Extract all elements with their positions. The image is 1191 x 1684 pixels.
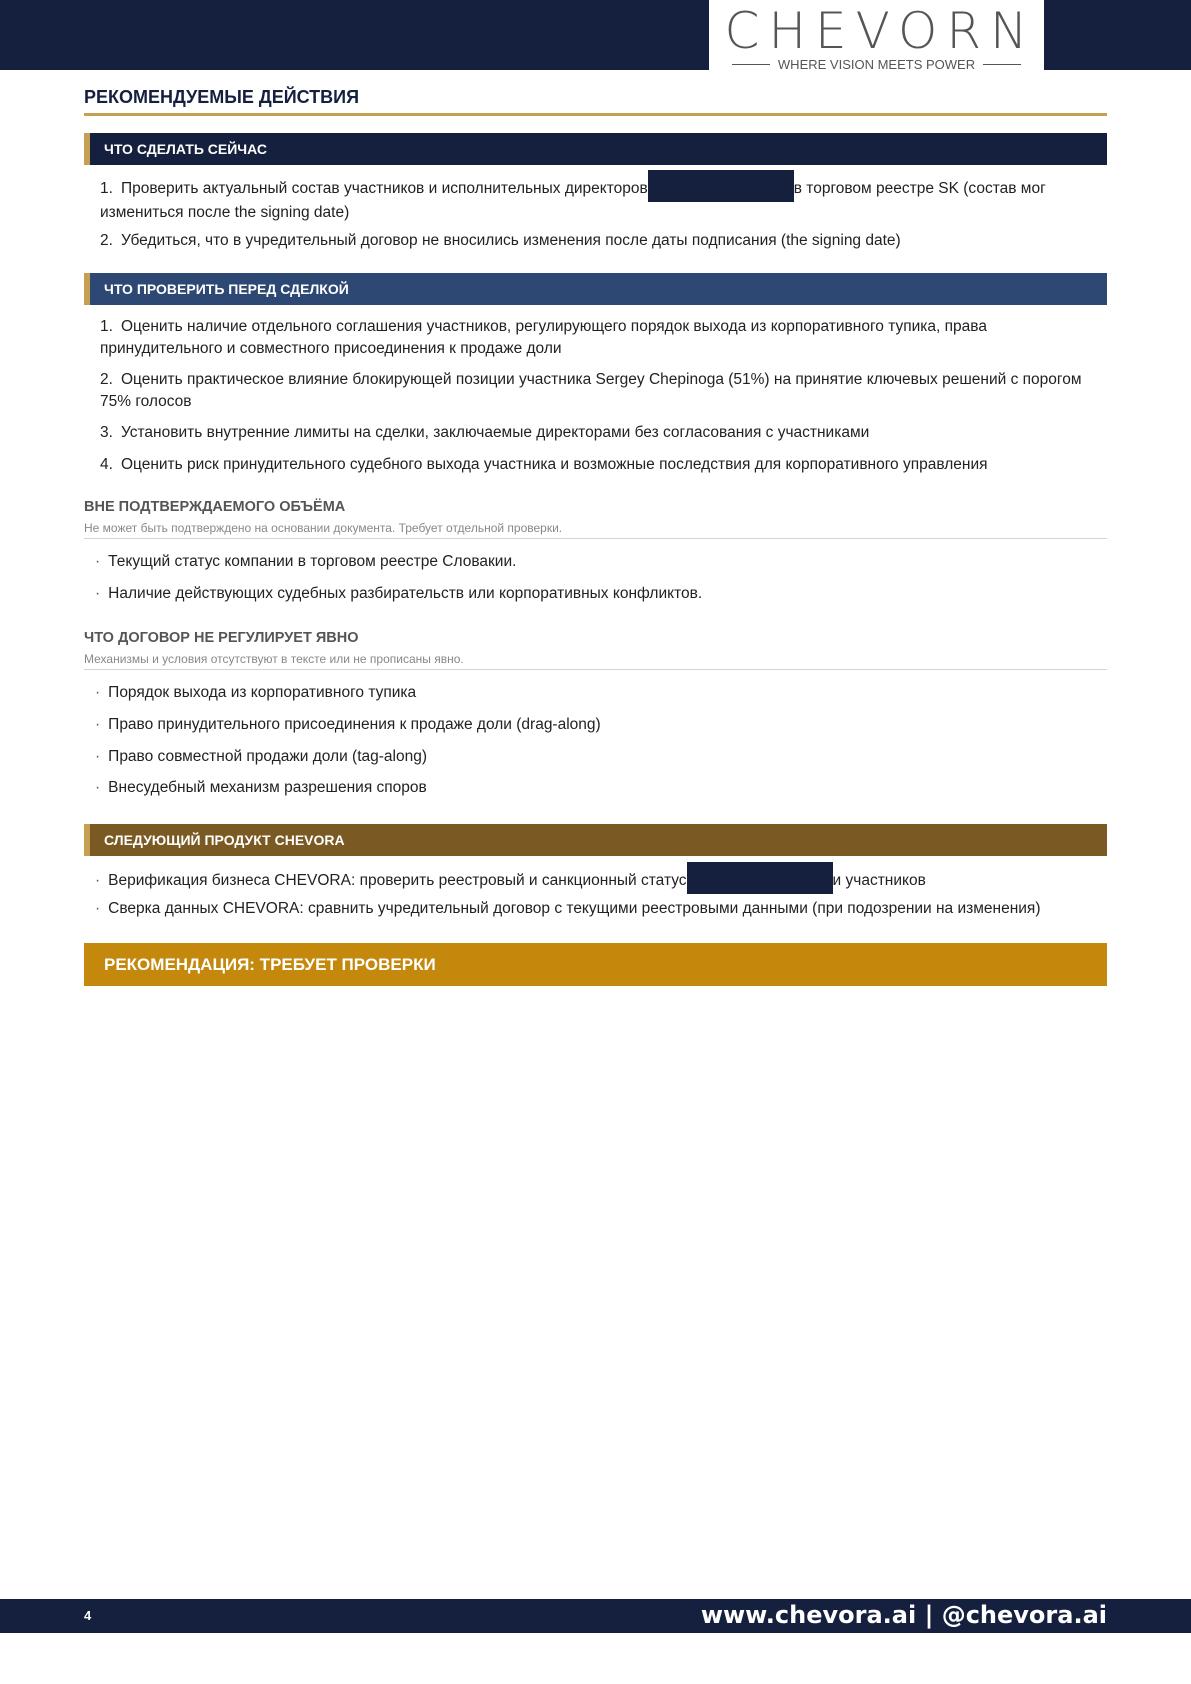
not-regulated-bullet-4 — [95, 779, 427, 797]
logo-wordmark: CHEVORN — [724, 2, 1037, 60]
bullet-text: Порядок выхода из корпоративного тупика — [108, 684, 417, 701]
not-regulated-bullet-3 — [95, 748, 427, 766]
bullet-text: Наличие действующих судебных разбирательств или корпоративных конфликтов. — [108, 585, 703, 602]
out-of-scope-note: Не может быть подтверждено на основании документа. Требует отдельной проверки. — [84, 521, 563, 535]
bullet-text: Внесудебный механизм разрешения споров — [108, 779, 427, 796]
section-header-before-deal: ЧТО ПРОВЕРИТЬ ПЕРЕД СДЕЛКОЙ — [84, 273, 1107, 305]
tagline-text: WHERE VISION MEETS POWER — [777, 57, 976, 72]
item-number: 1. — [100, 318, 113, 335]
bullet-dot: · — [95, 779, 101, 796]
now-item-1 — [100, 176, 1090, 224]
before-deal-item-4 — [100, 454, 1090, 476]
footer-bar — [0, 1599, 1191, 1633]
bullet-dot: · — [95, 900, 101, 917]
item-number: 1. — [100, 180, 113, 198]
item-text: Оценить наличие отдельного соглашения участников, регулирующего порядок выхода из корпоративного тупика, права принудительного и совместного присоединения к продаже доли — [100, 318, 987, 357]
item-text-before: Проверить актуальный состав участников и исполнительных директоров — [120, 180, 648, 198]
out-of-scope-heading: ВНЕ ПОДТВЕРЖДАЕМОГО ОБЪЁМА — [84, 499, 346, 515]
now-item-2 — [100, 230, 1090, 252]
item-text: Оценить риск принудительного судебного выхода участника и возможные последствия для корпоративного управления — [120, 456, 988, 473]
bullet-text: Сверка данных CHEVORA: сравнить учредительный договор с текущими реестровыми данными (при подозрении на изменения) — [108, 900, 1041, 917]
redaction-box — [687, 862, 833, 894]
out-of-scope-divider — [84, 538, 1107, 539]
before-deal-item-2 — [100, 369, 1090, 413]
before-deal-item-1 — [100, 316, 1090, 360]
section-header-now: ЧТО СДЕЛАТЬ СЕЙЧАС — [84, 133, 1107, 165]
tagline-line-left — [732, 64, 770, 65]
not-regulated-bullet-2 — [95, 716, 601, 734]
item-text: Убедиться, что в учредительный договор не вносились изменения после даты подписания (the signing date) — [120, 232, 901, 249]
item-number: 4. — [100, 456, 113, 473]
bullet-text: Право принудительного присоединения к продаже доли (drag-along) — [108, 716, 601, 733]
tagline-line-right — [983, 64, 1021, 65]
bullet-text-before: Верификация бизнеса CHEVORA: проверить реестровый и санкционный статус — [108, 872, 687, 890]
bullet-dot: · — [95, 716, 101, 733]
not-regulated-bullet-1 — [95, 684, 416, 702]
next-product-bullet-2 — [95, 900, 1040, 918]
not-regulated-note: Механизмы и условия отсутствуют в тексте или не прописаны явно. — [84, 652, 464, 666]
out-of-scope-bullet-1 — [95, 553, 516, 571]
item-text-after: в торговом реестре SK (состав мог измениться после the signing date) — [100, 180, 1046, 221]
page-title: РЕКОМЕНДУЕМЫЕ ДЕЙСТВИЯ — [84, 87, 360, 107]
bullet-dot: · — [95, 748, 101, 765]
bullet-text-after: и участников — [832, 872, 926, 890]
footer-website-link[interactable]: www.chevora.ai | @chevora.ai — [700, 1601, 1107, 1629]
out-of-scope-bullet-2 — [95, 585, 702, 603]
item-number: 2. — [100, 371, 113, 388]
bullet-dot: · — [95, 553, 101, 570]
bullet-text: Текущий статус компании в торговом реестре Словакии. — [108, 553, 517, 570]
not-regulated-divider — [84, 669, 1107, 670]
logo — [709, 0, 1044, 70]
bullet-dot: · — [95, 684, 101, 701]
title-divider — [84, 113, 1107, 116]
item-text: Установить внутренние лимиты на сделки, заключаемые директорами без согласования с участниками — [120, 424, 870, 441]
item-number: 3. — [100, 424, 113, 441]
page-number: 4 — [84, 1608, 92, 1623]
next-product-bullet-1 — [95, 868, 926, 894]
bullet-dot: · — [95, 585, 101, 602]
item-text: Оценить практическое влияние блокирующей позиции участника Sergey Chepinoga (51%) на принятие ключевых решений с порогом 75% голосов — [100, 371, 1082, 410]
bullet-text: Право совместной продажи доли (tag-along) — [108, 748, 427, 765]
not-regulated-heading: ЧТО ДОГОВОР НЕ РЕГУЛИРУЕТ ЯВНО — [84, 630, 359, 646]
section-header-next-product: СЛЕДУЮЩИЙ ПРОДУКТ CHEVORA — [84, 824, 1107, 856]
before-deal-item-3 — [100, 422, 1090, 444]
bullet-dot: · — [95, 872, 101, 890]
recommendation-banner: РЕКОМЕНДАЦИЯ: ТРЕБУЕТ ПРОВЕРКИ — [84, 943, 1107, 986]
item-number: 2. — [100, 232, 113, 249]
redaction-box — [648, 170, 794, 202]
